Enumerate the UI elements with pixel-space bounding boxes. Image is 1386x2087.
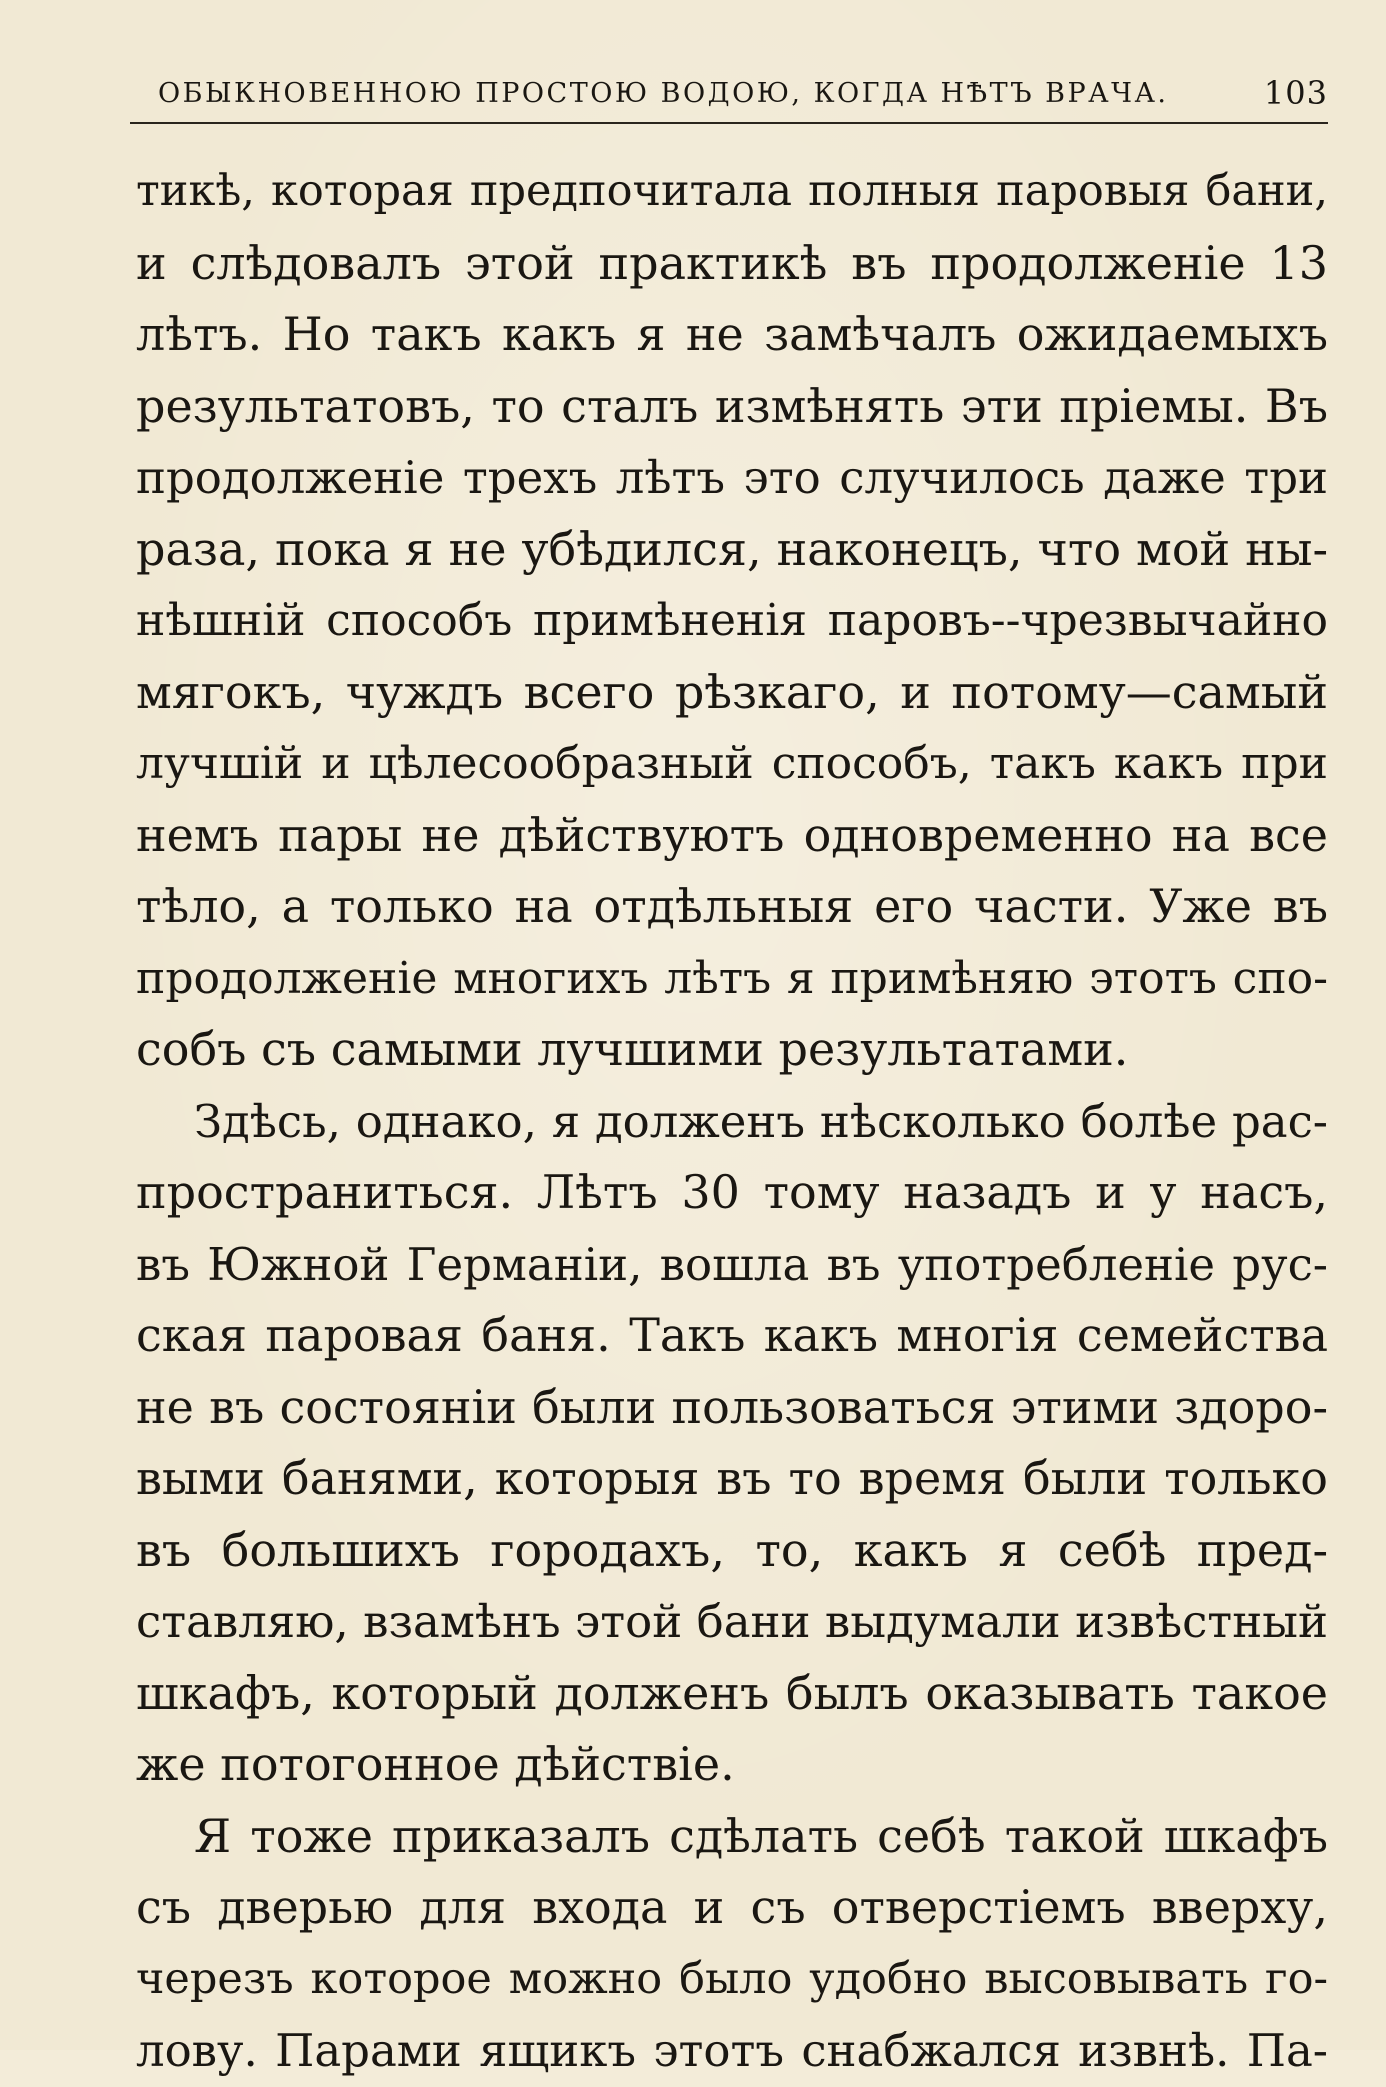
text-line: раза, пока я не убѣдился, наконецъ, что мой ны-: [136, 521, 1328, 576]
running-head: ОБЫКНОВЕННОЮ ПРОСТОЮ ВОДОЮ, КОГДА НѢТЪ ВРАЧА.: [158, 78, 1169, 109]
page-header: [158, 72, 1328, 122]
page-number: 103: [1263, 74, 1328, 112]
text-line: выми банями, которыя въ то время были только: [136, 1451, 1328, 1505]
text-line: немъ пары не дѣйствуютъ одновременно на все: [136, 807, 1328, 862]
text-line: съ дверью для входа и съ отверстіемъ вверху,: [136, 1880, 1328, 1934]
text-line: черезъ которое можно было удобно высовывать го-: [136, 1953, 1328, 2004]
text-line: Я тоже приказалъ сдѣлать себѣ такой шкафъ: [194, 1808, 1328, 1863]
text-line: Здѣсь, однако, я долженъ нѣсколько болѣе рас-: [194, 1094, 1328, 1148]
text-line: въ большихъ городахъ, то, какъ я себѣ пред-: [136, 1522, 1328, 1577]
text-line: же потогонное дѣйствіе.: [136, 1737, 735, 1791]
text-line: пространиться. Лѣтъ 30 тому назадъ и у насъ,: [136, 1165, 1328, 1219]
text-line: тѣло, а только на отдѣльныя его части. Уже въ: [136, 879, 1328, 933]
text-line: лучшій и цѣлесообразный способъ, такъ какъ при: [136, 738, 1328, 789]
text-line: тикѣ, которая предпочитала полныя паровыя бани,: [136, 166, 1328, 216]
text-line: и слѣдовалъ этой практикѣ въ продолженіе 13: [136, 235, 1328, 290]
text-line: продолженіе многихъ лѣтъ я примѣняю этотъ спо-: [136, 952, 1328, 1004]
body-text: [136, 156, 1328, 2087]
text-line: ская паровая баня. Такъ какъ многія семейства: [136, 1308, 1328, 1362]
text-line: продолженіе трехъ лѣтъ это случилось даже три: [136, 451, 1328, 504]
text-line: собъ съ самыми лучшими результатами.: [136, 1022, 1129, 1076]
header-rule: [130, 122, 1328, 124]
text-line: результатовъ, то сталъ измѣнять эти пріемы. Въ: [136, 378, 1328, 433]
text-line: въ Южной Германіи, вошла въ употребленіе рус-: [136, 1237, 1328, 1291]
text-line: ставляю, взамѣнъ этой бани выдумали извѣстный: [136, 1595, 1328, 1648]
text-line: нѣшній способъ примѣненія паровъ--чрезвычайно: [136, 595, 1328, 646]
text-line: лову. Парами ящикъ этотъ снабжался извнѣ. Па-: [136, 2024, 1328, 2077]
text-line: не въ состояніи были пользоваться этими здоро-: [136, 1379, 1328, 1434]
text-line: шкафъ, который долженъ былъ оказывать такое: [136, 1665, 1328, 1720]
text-line: мягокъ, чуждъ всего рѣзкаго, и потому—самый: [136, 664, 1328, 719]
text-line: лѣтъ. Но такъ какъ я не замѣчалъ ожидаемыхъ: [136, 307, 1328, 361]
